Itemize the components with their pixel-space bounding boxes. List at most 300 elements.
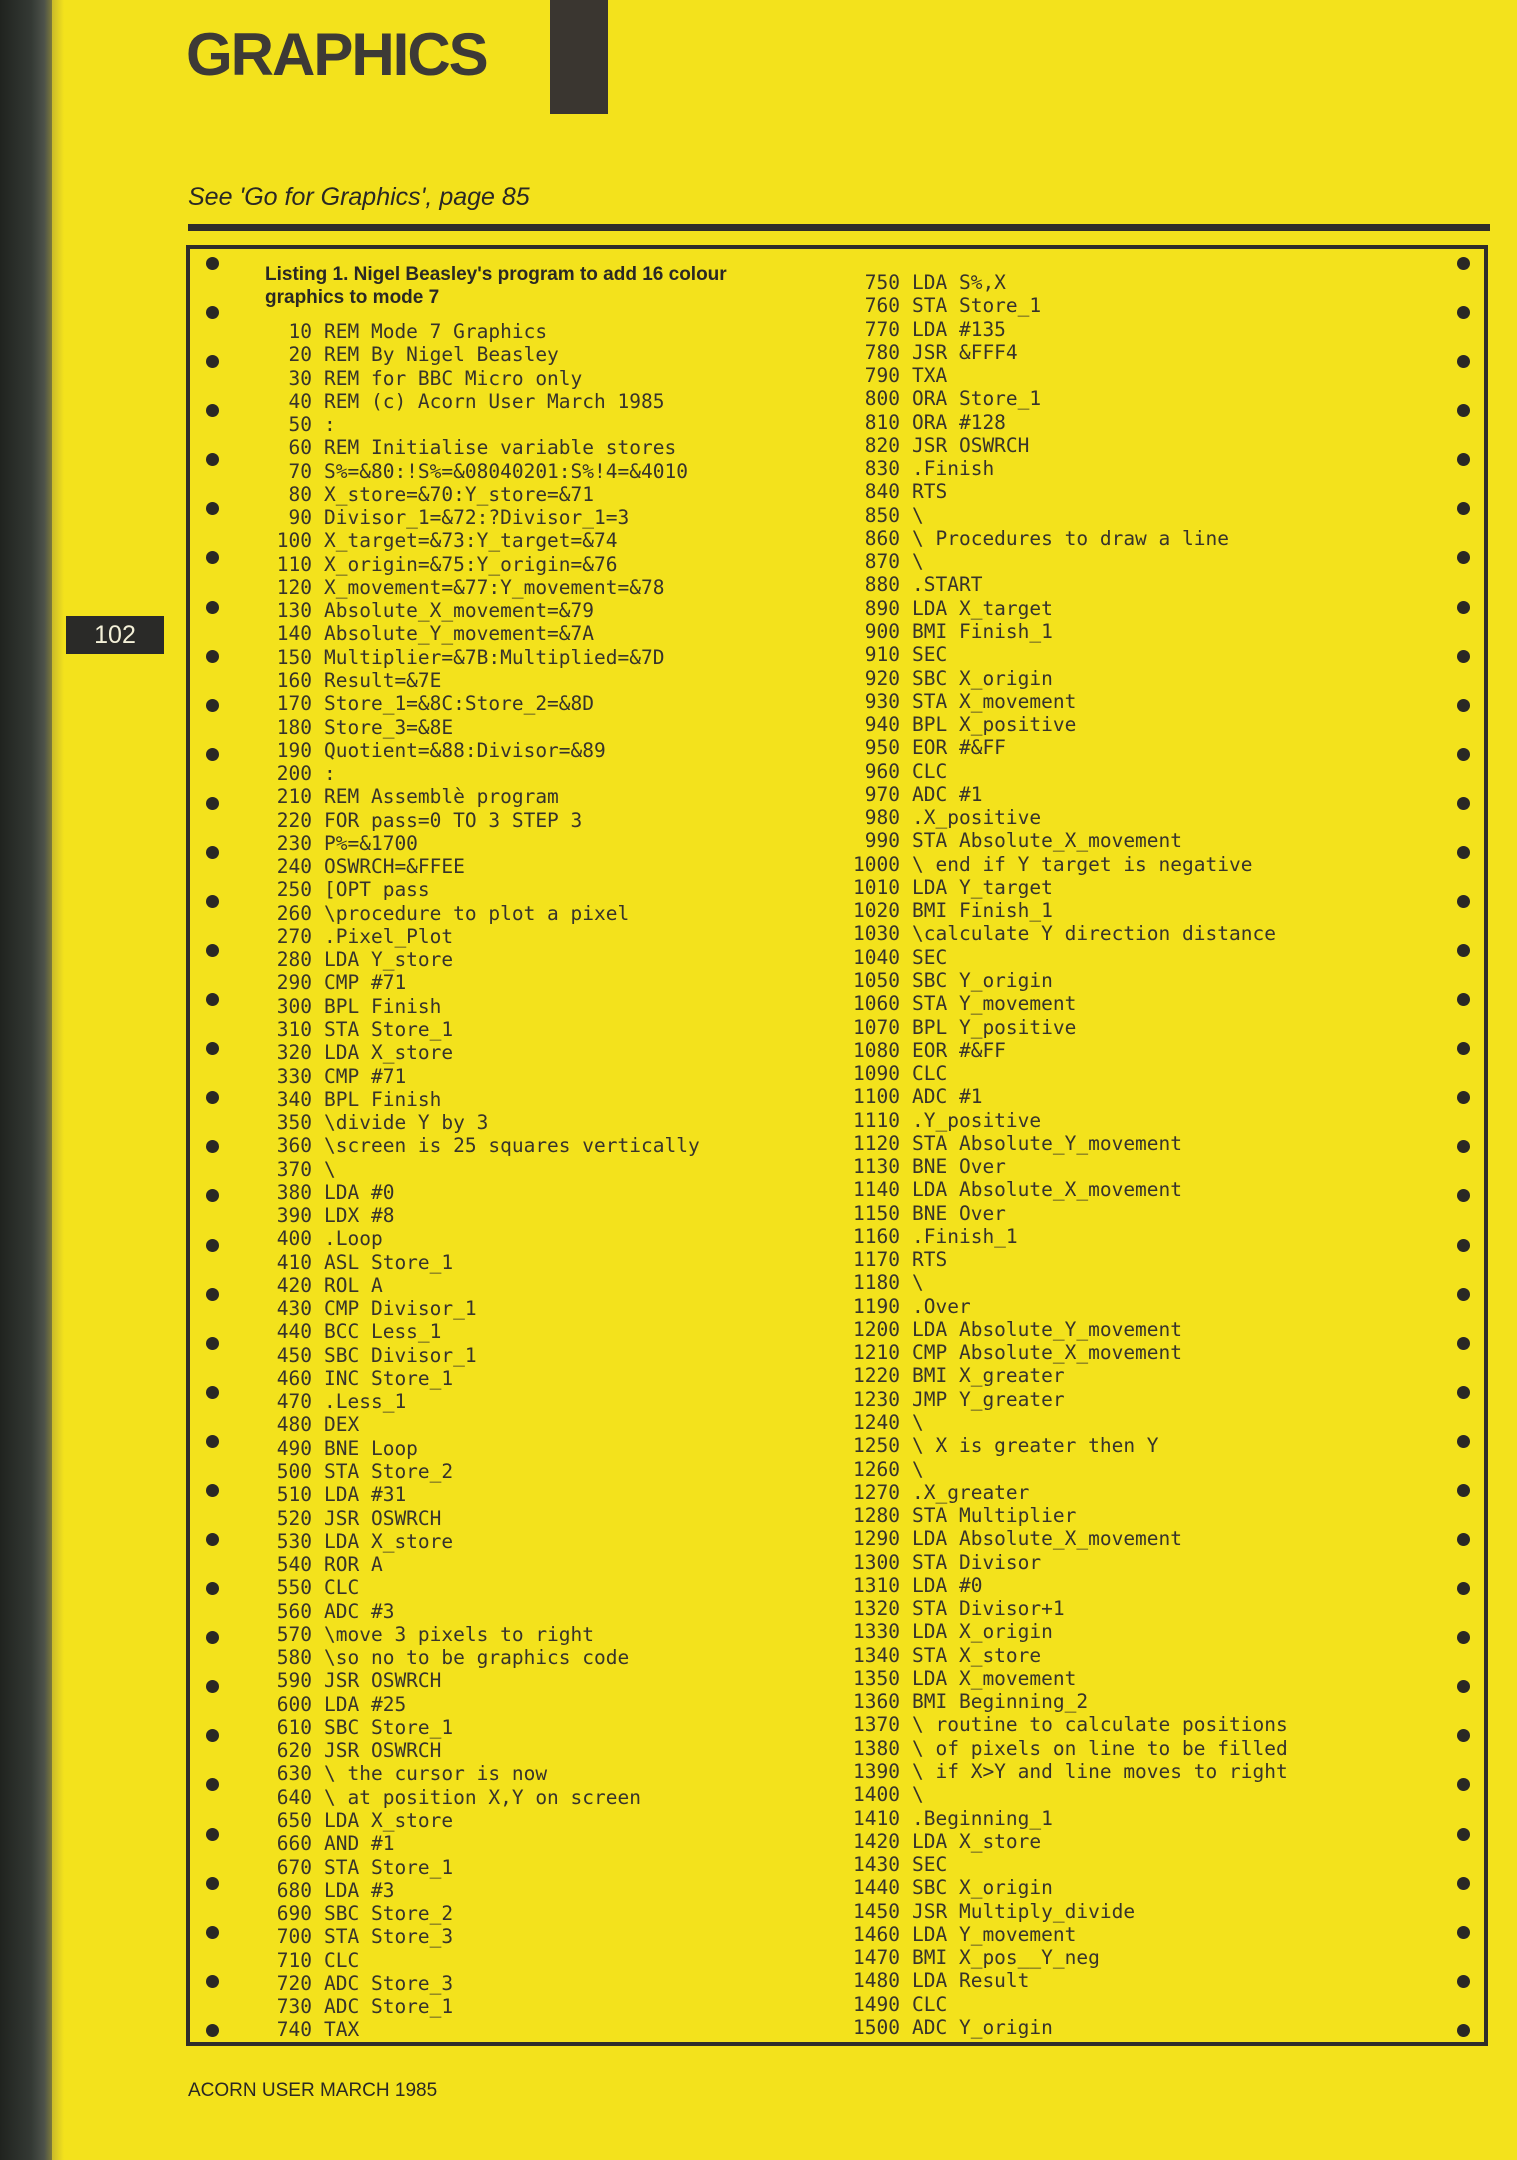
code-line (262, 1716, 700, 1739)
line-number: 670 (276, 1855, 312, 1879)
code-line (838, 573, 1288, 596)
tractor-hole (206, 993, 219, 1006)
code-line (838, 1062, 1288, 1085)
code-text: JSR Multiply_divide (912, 1899, 1136, 1923)
code-line (838, 1807, 1288, 1830)
tractor-hole (1457, 1337, 1470, 1350)
code-text: Divisor_1=&72:?Divisor_1=3 (324, 506, 630, 530)
code-text: JSR &FFF4 (912, 340, 1018, 364)
tractor-hole (1457, 895, 1470, 908)
code-text: BNE Over (912, 1201, 1006, 1225)
tractor-hole (1457, 1042, 1470, 1055)
tractor-hole (1457, 502, 1470, 515)
tractor-holes-right (1457, 257, 1471, 2037)
code-text: \screen is 25 squares vertically (324, 1134, 700, 1158)
line-number: 760 (864, 294, 900, 318)
code-line (838, 1225, 1288, 1248)
code-line (262, 1320, 700, 1343)
line-number: 50 (288, 413, 312, 437)
code-line (262, 1762, 700, 1785)
code-line (838, 1690, 1288, 1713)
code-line (262, 669, 700, 692)
code-line (838, 1923, 1288, 1946)
line-number: 400 (276, 1227, 312, 1251)
line-number: 1200 (853, 1317, 900, 1341)
line-number: 1310 (853, 1573, 900, 1597)
code-text: Result=&7E (324, 668, 442, 692)
code-line (838, 504, 1288, 527)
code-text: \divide Y by 3 (324, 1111, 489, 1135)
header-rule (188, 224, 1490, 231)
code-text: TXA (912, 364, 948, 388)
code-line (262, 1902, 700, 1925)
code-line (262, 1646, 700, 1669)
code-line (262, 646, 700, 669)
code-line (262, 692, 700, 715)
line-number: 420 (276, 1273, 312, 1297)
tractor-hole (1457, 2024, 1470, 2037)
code-line (262, 948, 700, 971)
code-text: Store_3=&8E (324, 715, 454, 739)
code-line (262, 855, 700, 878)
line-number: 1400 (853, 1783, 900, 1807)
line-number: 1100 (853, 1085, 900, 1109)
line-number: 590 (276, 1669, 312, 1693)
code-text: EOR #&FF (912, 1038, 1006, 1062)
tractor-hole (1457, 404, 1470, 417)
code-text: X_movement=&77:Y_movement=&78 (324, 575, 665, 599)
tractor-hole (1457, 453, 1470, 466)
code-line (262, 343, 700, 366)
code-line (838, 690, 1288, 713)
line-number: 1410 (853, 1806, 900, 1830)
code-line (838, 1551, 1288, 1574)
code-text: STA Store_3 (324, 1925, 454, 1949)
tractor-hole (206, 1926, 219, 1939)
line-number: 630 (276, 1762, 312, 1786)
line-number: 150 (276, 645, 312, 669)
code-text: ADC #3 (324, 1599, 395, 1623)
tractor-hole (206, 895, 219, 908)
line-number: 1060 (853, 992, 900, 1016)
code-text: STA Store_1 (324, 1017, 454, 1041)
line-number: 380 (276, 1180, 312, 1204)
tractor-hole (1457, 1091, 1470, 1104)
code-line (262, 1413, 700, 1436)
page-footer: ACORN USER MARCH 1985 (188, 2080, 438, 2101)
tractor-hole (206, 1582, 219, 1595)
tractor-hole (206, 1778, 219, 1791)
code-line (262, 1134, 700, 1157)
line-number: 90 (288, 506, 312, 530)
code-line (262, 576, 700, 599)
code-line (838, 1388, 1288, 1411)
line-number: 1040 (853, 945, 900, 969)
line-number: 1150 (853, 1201, 900, 1225)
line-number: 530 (276, 1529, 312, 1553)
line-number: 570 (276, 1622, 312, 1646)
code-line (262, 1972, 700, 1995)
code-line (838, 1597, 1288, 1620)
line-number: 820 (864, 433, 900, 457)
code-line (838, 1178, 1288, 1201)
line-number: 260 (276, 901, 312, 925)
line-number: 940 (864, 713, 900, 737)
code-text: FOR pass=0 TO 3 STEP 3 (324, 808, 583, 832)
code-text: : (324, 413, 336, 437)
line-number: 200 (276, 762, 312, 786)
line-number: 330 (276, 1064, 312, 1088)
line-number: 210 (276, 785, 312, 809)
code-line (262, 1925, 700, 1948)
code-line (262, 785, 700, 808)
code-text: LDA X_origin (912, 1620, 1053, 1644)
code-text: LDA Y_store (324, 948, 454, 972)
code-line (262, 1274, 700, 1297)
line-number: 1450 (853, 1899, 900, 1923)
code-line (838, 1271, 1288, 1294)
code-text: STA Store_1 (324, 1855, 454, 1879)
tractor-hole (206, 1189, 219, 1202)
code-text: REM (c) Acorn User March 1985 (324, 389, 665, 413)
code-line (262, 1390, 700, 1413)
code-text: : (324, 762, 336, 786)
code-text: Multiplier=&7B:Multiplied=&7D (324, 645, 665, 669)
code-text: CMP #71 (324, 971, 407, 995)
code-line (838, 1039, 1288, 1062)
code-text: JSR OSWRCH (324, 1739, 442, 1763)
code-text: BMI Finish_1 (912, 619, 1053, 643)
code-line (838, 527, 1288, 550)
code-line (838, 1760, 1288, 1783)
tractor-hole (1457, 1288, 1470, 1301)
code-line (262, 1437, 700, 1460)
tractor-hole (206, 1631, 219, 1644)
code-line (262, 1344, 700, 1367)
code-text: LDA S%,X (912, 271, 1006, 294)
line-number: 1500 (853, 2015, 900, 2039)
code-line (262, 1809, 700, 1832)
line-number: 250 (276, 878, 312, 902)
line-number: 390 (276, 1204, 312, 1228)
code-line (838, 387, 1288, 410)
code-line (262, 1600, 700, 1623)
line-number: 10 (288, 320, 312, 343)
line-number: 1280 (853, 1504, 900, 1528)
line-number: 650 (276, 1809, 312, 1832)
code-line (838, 1853, 1288, 1876)
line-number: 560 (276, 1599, 312, 1623)
code-text: JSR OSWRCH (912, 433, 1030, 457)
tractor-hole (206, 1435, 219, 1448)
line-number: 120 (276, 575, 312, 599)
listing-column-right (838, 271, 1288, 2039)
code-text: BMI X_pos__Y_neg (912, 1946, 1100, 1970)
code-text: LDA X_movement (912, 1666, 1077, 1690)
code-line (262, 1669, 700, 1692)
tractor-hole (206, 306, 219, 319)
code-text: STA X_movement (912, 689, 1077, 713)
code-text: \ at position X,Y on screen (324, 1785, 641, 1809)
line-number: 950 (864, 736, 900, 760)
line-number: 720 (276, 1971, 312, 1995)
code-text: ADC Store_1 (324, 1995, 454, 2019)
line-number: 1180 (853, 1271, 900, 1295)
code-line (262, 1065, 700, 1088)
code-text: JSR OSWRCH (324, 1506, 442, 1530)
code-text: LDA #135 (912, 317, 1006, 341)
line-number: 410 (276, 1250, 312, 1274)
code-text: .Finish (912, 457, 995, 481)
line-number: 1460 (853, 1922, 900, 1946)
line-number: 170 (276, 692, 312, 716)
line-number: 1390 (853, 1760, 900, 1783)
code-line (262, 995, 700, 1018)
line-number: 1010 (853, 875, 900, 899)
code-line (838, 1620, 1288, 1643)
line-number: 470 (276, 1390, 312, 1414)
line-number: 320 (276, 1041, 312, 1065)
code-line (262, 1623, 700, 1646)
line-number: 1250 (853, 1434, 900, 1458)
code-text: \ end if Y target is negative (912, 852, 1253, 876)
code-line (262, 902, 700, 925)
line-number: 700 (276, 1925, 312, 1949)
line-number: 180 (276, 715, 312, 739)
code-line (262, 1158, 700, 1181)
line-number: 710 (276, 1948, 312, 1972)
code-line (262, 1879, 700, 1902)
code-text: LDA X_store (324, 1809, 454, 1832)
line-number: 1290 (853, 1527, 900, 1551)
line-number: 960 (864, 759, 900, 783)
code-text: .Y_positive (912, 1108, 1042, 1132)
code-line (838, 1155, 1288, 1178)
code-text: LDA X_store (324, 1041, 454, 1065)
tractor-hole (206, 1729, 219, 1742)
code-line (838, 969, 1288, 992)
code-text: \ of pixels on line to be filled (912, 1736, 1288, 1760)
line-number: 40 (288, 389, 312, 413)
line-number: 930 (864, 689, 900, 713)
tractor-hole (206, 1828, 219, 1841)
code-text: ROL A (324, 1273, 383, 1297)
tractor-hole (206, 453, 219, 466)
line-number: 680 (276, 1878, 312, 1902)
tractor-hole (1457, 1975, 1470, 1988)
code-text: .Finish_1 (912, 1224, 1018, 1248)
code-line (838, 1202, 1288, 1225)
line-number: 850 (864, 503, 900, 527)
line-number: 690 (276, 1902, 312, 1926)
code-line (262, 762, 700, 785)
code-text: LDA Y_movement (912, 1922, 1077, 1946)
tractor-hole (1457, 699, 1470, 712)
tractor-hole (1457, 1729, 1470, 1742)
line-number: 990 (864, 829, 900, 853)
code-line (838, 1830, 1288, 1853)
code-text: \ the cursor is now (324, 1762, 548, 1786)
code-text: LDA Y_target (912, 875, 1053, 899)
line-number: 340 (276, 1087, 312, 1111)
tractor-hole (1457, 650, 1470, 663)
tractor-hole (1457, 1828, 1470, 1841)
code-line (838, 713, 1288, 736)
code-line (262, 390, 700, 413)
line-number: 1120 (853, 1131, 900, 1155)
line-number: 1210 (853, 1341, 900, 1365)
code-text: BMI Beginning_2 (912, 1690, 1089, 1714)
code-line (838, 736, 1288, 759)
code-line (838, 1434, 1288, 1457)
code-text: STA Divisor+1 (912, 1597, 1065, 1621)
code-line (838, 1667, 1288, 1690)
line-number: 610 (276, 1715, 312, 1739)
code-line (838, 1737, 1288, 1760)
code-text: S%=&80:!S%=&08040201:S%!4=&4010 (324, 459, 688, 483)
line-number: 1030 (853, 922, 900, 946)
code-text: \ Procedures to draw a line (912, 526, 1229, 550)
line-number: 840 (864, 480, 900, 504)
line-number: 240 (276, 855, 312, 879)
code-text: SBC Divisor_1 (324, 1343, 477, 1367)
code-line (838, 806, 1288, 829)
tractor-hole (206, 2024, 219, 2037)
code-line (262, 1483, 700, 1506)
tractor-hole (206, 1877, 219, 1890)
tractor-hole (206, 601, 219, 614)
line-number: 900 (864, 619, 900, 643)
code-text: LDA Result (912, 1969, 1030, 1993)
code-line (262, 320, 700, 343)
cross-reference: See 'Go for Graphics', page 85 (188, 183, 530, 211)
line-number: 870 (864, 550, 900, 574)
code-line (262, 529, 700, 552)
code-line (838, 1969, 1288, 1992)
code-line (838, 1504, 1288, 1527)
line-number: 920 (864, 666, 900, 690)
code-line (838, 643, 1288, 666)
code-text: SEC (912, 945, 948, 969)
code-text: .Beginning_1 (912, 1806, 1053, 1830)
code-text: BPL X_positive (912, 713, 1077, 737)
code-line (262, 436, 700, 459)
code-text: \procedure to plot a pixel (324, 901, 630, 925)
code-text: \ if X>Y and line moves to right (912, 1760, 1288, 1783)
line-number: 640 (276, 1785, 312, 1809)
line-number: 290 (276, 971, 312, 995)
code-text: CMP Absolute_X_movement (912, 1341, 1183, 1365)
code-text: [OPT pass (324, 878, 430, 902)
code-line (262, 1367, 700, 1390)
code-line (262, 599, 700, 622)
code-line (838, 620, 1288, 643)
code-line (838, 1364, 1288, 1387)
code-text: STA X_store (912, 1643, 1042, 1667)
code-text: \ X is greater then Y (912, 1434, 1159, 1458)
code-text: Absolute_Y_movement=&7A (324, 622, 595, 646)
line-number: 830 (864, 457, 900, 481)
code-text: CMP #71 (324, 1064, 407, 1088)
line-number: 800 (864, 387, 900, 411)
code-text: CMP Divisor_1 (324, 1297, 477, 1321)
code-line (838, 1085, 1288, 1108)
line-number: 880 (864, 573, 900, 597)
code-text: STA Divisor (912, 1550, 1042, 1574)
code-line (838, 1527, 1288, 1550)
code-text: X_target=&73:Y_target=&74 (324, 529, 618, 553)
line-number: 1050 (853, 968, 900, 992)
code-text: ADC Y_origin (912, 2015, 1053, 2039)
line-number: 1440 (853, 1876, 900, 1900)
code-text: BMI Finish_1 (912, 899, 1053, 923)
tractor-hole (206, 1140, 219, 1153)
code-line (838, 1876, 1288, 1899)
code-line (262, 832, 700, 855)
line-number: 1110 (853, 1108, 900, 1132)
code-line (262, 1553, 700, 1576)
code-text: SBC Store_1 (324, 1715, 454, 1739)
line-number: 1170 (853, 1248, 900, 1272)
listing-column-left (262, 320, 700, 2042)
line-number: 1140 (853, 1178, 900, 1202)
code-line (838, 876, 1288, 899)
code-text: LDX #8 (324, 1204, 395, 1228)
code-text: \ (324, 1157, 336, 1181)
code-text: STA Store_1 (912, 294, 1042, 318)
tractor-hole (1457, 944, 1470, 957)
code-text: LDA Absolute_Y_movement (912, 1317, 1183, 1341)
code-line (262, 553, 700, 576)
tractor-hole (206, 1680, 219, 1693)
code-text: BPL Y_positive (912, 1015, 1077, 1039)
line-number: 1320 (853, 1597, 900, 1621)
line-number: 460 (276, 1366, 312, 1390)
tractor-hole (1457, 257, 1470, 270)
line-number: 190 (276, 738, 312, 762)
tractor-hole (1457, 993, 1470, 1006)
tractor-hole (1457, 1239, 1470, 1252)
tractor-hole (206, 257, 219, 270)
code-text: STA Multiplier (912, 1504, 1077, 1528)
code-text: \calculate Y direction distance (912, 922, 1276, 946)
tractor-hole (1457, 1582, 1470, 1595)
line-number: 1340 (853, 1643, 900, 1667)
code-text: \ (912, 1783, 924, 1807)
section-title: GRAPHICS (186, 21, 487, 88)
code-text: BNE Over (912, 1155, 1006, 1179)
code-text: ASL Store_1 (324, 1250, 454, 1274)
tractor-hole (206, 699, 219, 712)
code-text: CLC (912, 1992, 948, 2016)
line-number: 1370 (853, 1713, 900, 1737)
line-number: 520 (276, 1506, 312, 1530)
code-line (838, 318, 1288, 341)
code-line (262, 1251, 700, 1274)
line-number: 790 (864, 364, 900, 388)
code-text: STA Absolute_X_movement (912, 829, 1183, 853)
code-line (838, 1318, 1288, 1341)
tractor-holes-left (206, 257, 220, 2037)
code-text: LDA #3 (324, 1878, 395, 1902)
page-number-tab: 102 (66, 616, 164, 654)
code-text: Quotient=&88:Divisor=&89 (324, 738, 606, 762)
tractor-hole (1457, 551, 1470, 564)
line-number: 1420 (853, 1829, 900, 1853)
code-text: .START (912, 573, 983, 597)
code-line (838, 992, 1288, 1015)
line-number: 270 (276, 924, 312, 948)
